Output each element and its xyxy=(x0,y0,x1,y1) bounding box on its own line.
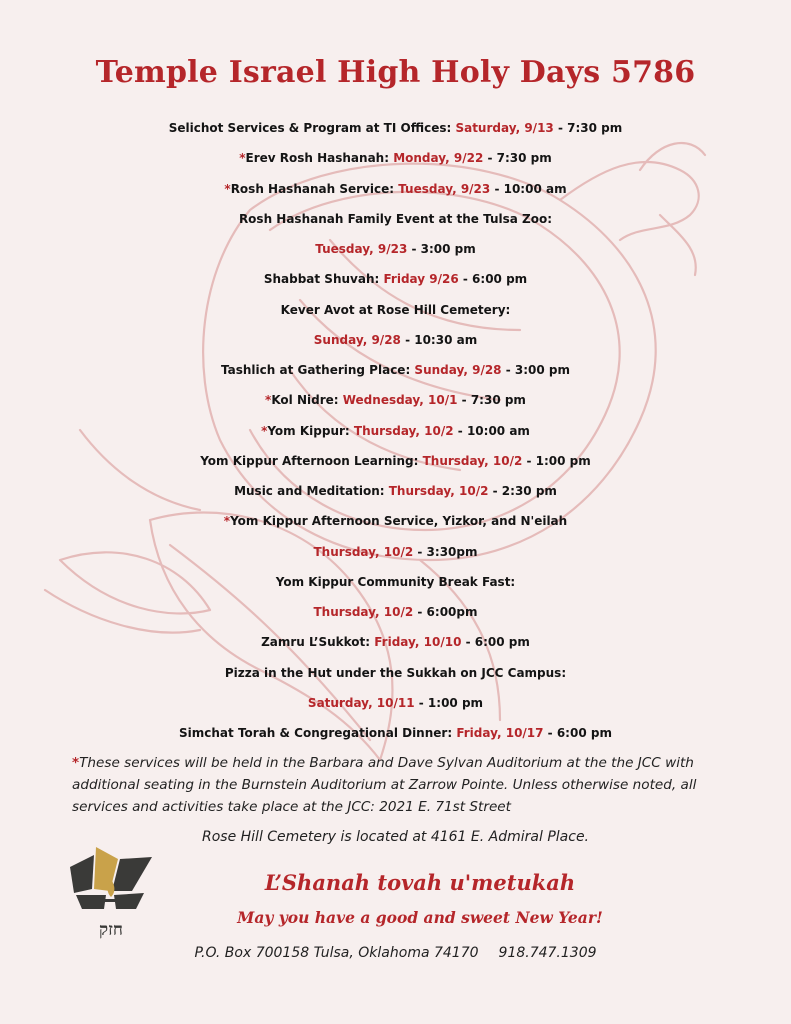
event-date: Thursday, 10/2 xyxy=(422,453,523,468)
phone-number: 918.747.1309 xyxy=(498,945,597,961)
event-label: Shabbat Shuvah: xyxy=(263,272,384,287)
event-time: - 1:00 pm xyxy=(522,453,591,468)
event-date: Thursday, 10/2 xyxy=(313,544,414,559)
event-time: - 10:00 am xyxy=(490,181,567,196)
event-row xyxy=(0,597,791,627)
event-row xyxy=(0,416,791,446)
event-row xyxy=(0,355,791,385)
event-time: - 6:00 pm xyxy=(458,272,528,287)
event-date: Tuesday, 9/23 xyxy=(398,181,491,196)
event-date: Friday, 10/17 xyxy=(456,726,544,740)
event-row xyxy=(0,627,791,657)
event-row xyxy=(0,718,791,748)
event-label: Selichot Services & Program at TI Offices: xyxy=(168,121,456,135)
event-label: Erev Rosh Hashanah: xyxy=(245,151,394,166)
event-row xyxy=(0,325,791,355)
event-label: Yom Kippur Community Break Fast: xyxy=(275,574,516,589)
event-label: Yom Kippur Afternoon Service, Yizkor, and N'eilah xyxy=(230,514,568,529)
event-time: - 6:00pm xyxy=(413,605,478,619)
event-row xyxy=(0,385,791,415)
event-time: - 1:00 pm xyxy=(414,695,484,710)
event-date: Monday, 9/22 xyxy=(393,151,484,166)
logo-hebrew-text: חזק xyxy=(99,920,123,940)
event-row xyxy=(0,113,791,143)
event-row xyxy=(0,446,791,476)
event-row xyxy=(0,476,791,506)
event-label: Music and Meditation: xyxy=(234,484,389,498)
event-label: Yom Kippur Afternoon Learning: xyxy=(200,453,423,468)
event-row xyxy=(0,204,791,234)
event-label: Simchat Torah & Congregational Dinner: xyxy=(179,726,457,740)
event-date: Tuesday, 9/23 xyxy=(315,242,408,256)
event-label: Zamru L’Sukkot: xyxy=(261,635,375,650)
event-row xyxy=(0,295,791,325)
mailing-address: P.O. Box 700158 Tulsa, Oklahoma 74170 xyxy=(194,945,479,961)
event-row xyxy=(0,234,791,264)
event-label: Pizza in the Hut under the Sukkah on JCC Campus: xyxy=(224,665,567,680)
event-list xyxy=(0,113,791,748)
event-row xyxy=(0,264,791,294)
new-year-wish: May you have a good and sweet New Year! xyxy=(237,908,603,927)
event-time: - 7:30 pm xyxy=(457,393,526,408)
event-date: Sunday, 9/28 xyxy=(414,363,502,377)
event-row xyxy=(0,537,791,567)
event-asterisk: * xyxy=(239,151,246,166)
event-label: Yom Kippur: xyxy=(267,423,354,438)
event-asterisk: * xyxy=(224,181,231,196)
event-time: - 3:30pm xyxy=(413,544,478,559)
event-label: Tashlich at Gathering Place: xyxy=(220,363,415,377)
event-date: Friday 9/26 xyxy=(383,272,459,287)
greeting-heading: L’Shanah tovah u'metukah xyxy=(264,870,576,895)
cemetery-address-note: Rose Hill Cemetery is located at 4161 E. Admiral Place. xyxy=(201,829,590,845)
event-date: Thursday, 10/2 xyxy=(353,423,454,438)
note-text: These services will be held in the Barbara and Dave Sylvan Auditorium at the the JCC with additional seating in the Burnstein Auditorium at Zarrow Pointe. Unless otherwise noted, all services and activities take place at the JCC: 2021 E. 71st Street xyxy=(72,755,697,815)
event-time: - 10:00 am xyxy=(453,423,530,438)
event-row xyxy=(0,658,791,688)
event-date: Thursday, 10/2 xyxy=(388,484,489,498)
page-title: Temple Israel High Holy Days 5786 xyxy=(95,55,696,90)
event-time: - 3:00 pm xyxy=(501,363,570,377)
auditorium-note xyxy=(72,752,732,818)
event-label: Kol Nidre: xyxy=(271,393,343,408)
event-time: - 7:30 pm xyxy=(483,151,552,166)
event-time: - 6:00 pm xyxy=(461,635,530,650)
event-asterisk: * xyxy=(265,393,272,408)
event-time: - 6:00 pm xyxy=(543,726,612,740)
event-time: - 10:30 am xyxy=(400,332,478,347)
event-date: Friday, 10/10 xyxy=(374,635,462,650)
event-time: - 3:00 pm xyxy=(407,242,476,256)
contact-footer xyxy=(0,945,791,961)
event-row xyxy=(0,688,791,718)
event-row xyxy=(0,174,791,204)
event-asterisk: * xyxy=(223,514,231,529)
event-date: Wednesday, 10/1 xyxy=(342,393,458,408)
event-time: - 2:30 pm xyxy=(488,484,557,498)
event-time: - 7:30 pm xyxy=(553,121,623,135)
event-date: Thursday, 10/2 xyxy=(313,605,414,619)
event-date: Sunday, 9/28 xyxy=(313,332,401,347)
event-label: Rosh Hashanah Service: xyxy=(230,181,399,196)
event-date: Saturday, 10/11 xyxy=(307,695,415,710)
note-asterisk: * xyxy=(72,755,80,771)
event-date: Saturday, 9/13 xyxy=(455,121,554,135)
event-label: Kever Avot at Rose Hill Cemetery: xyxy=(280,302,511,317)
event-row xyxy=(0,143,791,173)
event-row xyxy=(0,506,791,536)
event-row xyxy=(0,567,791,597)
event-asterisk: * xyxy=(261,423,268,438)
event-label: Rosh Hashanah Family Event at the Tulsa Zoo: xyxy=(238,211,553,226)
